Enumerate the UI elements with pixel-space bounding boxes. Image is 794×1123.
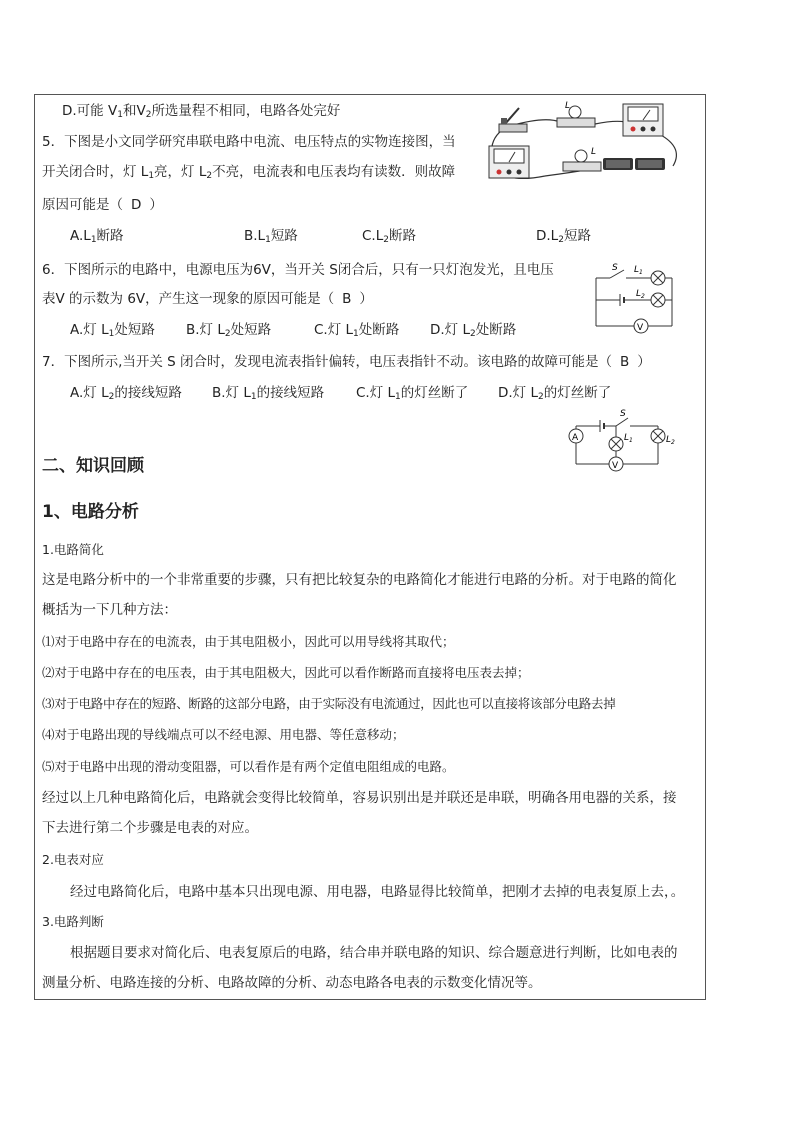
lamp-l1-icon [609, 437, 623, 451]
battery-icon [603, 158, 665, 170]
q5-option-a: $A.L_1$断路 [70, 228, 124, 245]
p1-after2: 下去进行第二个步骤是电表的对应。 [42, 820, 258, 836]
q7-option-a: A.灯 $L_2$的接线短路 [70, 385, 182, 402]
switch-icon [499, 108, 527, 132]
p1-after1: 经过以上几种电路简化后，电路就会变得比较简单，容易识别出是并联还是串联，明确各用电器的关系，接 [42, 790, 677, 806]
voltmeter-icon [634, 319, 648, 333]
battery-icon [620, 294, 624, 306]
q5-answer: D [131, 197, 142, 213]
p3-title: 3.电路判断 [42, 914, 104, 929]
q5-line3: 原因可能是（ D ） [42, 197, 163, 213]
q5-option-b: $B.L_1$短路 [244, 228, 298, 245]
switch-icon [616, 418, 628, 426]
p1-title: 1.电路简化 [42, 542, 104, 557]
q6-option-d: D.灯 $L_2$处断路 [430, 322, 517, 339]
q6-line1: 6．下图所示的电路中，电源电压为6V，当开关 S闭合后，只有一只灯泡发光，且电压 [42, 262, 554, 278]
lamp-l2-icon [651, 429, 665, 443]
q5-line1: 5．下图是小文同学研究串联电路中电流、电压特点的实物连接图，当 [42, 134, 456, 150]
method-2: ⑵对于电路中存在的电压表，由于其电阻极大，因此可以看作断路而直接将电压表去掉； [42, 665, 530, 680]
p2-text: 经过电路简化后，电路中基本只出现电源、用电器，电路显得比较简单，把刚才去掉的电表复原上去，。 [70, 884, 685, 900]
q6-option-b: B.灯 $L_2$处短路 [186, 322, 272, 339]
p1-line2: 概括为一下几种方法： [42, 602, 177, 618]
q6-label-l2: $L_2$ [636, 289, 645, 300]
ammeter-icon [569, 429, 583, 443]
q7-label-l1: $L_1$ [624, 433, 633, 444]
subsection-title: 1、电路分析 [42, 502, 139, 522]
q5-option-c: $C.L_2$断路 [362, 228, 416, 245]
svg-text:A: A [572, 433, 579, 443]
lamp-l2-icon [651, 293, 665, 307]
method-5: ⑸对于电路中出现的滑动变阻器，可以看作是有两个定值电阻组成的电路。 [42, 759, 455, 774]
section-title: 二、知识回顾 [42, 456, 144, 476]
q7-circuit-diagram [562, 408, 690, 478]
q7-option-d: D.灯 $L_2$的灯丝断了 [498, 385, 612, 402]
q5-line2: 开关闭合时，灯 $L_1$亮，灯 $L_2$不亮，电流表和电压表均有读数．则故障 [42, 164, 456, 181]
svg-text:V: V [637, 323, 644, 333]
q6-label-l1: $L_1$ [634, 265, 643, 276]
q5-label-l-bottom: L [591, 147, 597, 157]
q5-option-d: $D.L_2$短路 [536, 228, 591, 245]
voltmeter-icon [609, 457, 623, 471]
q6-circuit-diagram [590, 260, 690, 338]
q5-label-l-top: L [565, 101, 571, 111]
q7-label-l2: $L_2$ [666, 435, 675, 446]
q7-line1: 7．下图所示,当开关 S 闭合时，发现电流表指针偏转，电压表指针不动。该电路的故障可能是（ B ） [42, 354, 651, 370]
q6-answer: B [342, 291, 352, 307]
q6-line2: 表V 的示数为 6V，产生这一现象的原因可能是（ B ） [42, 291, 373, 307]
q6-label-s: S [612, 263, 618, 273]
method-1: ⑴对于电路中存在的电流表，由于其电阻极小，因此可以用导线将其取代； [42, 634, 455, 649]
ammeter-icon [489, 146, 529, 178]
method-4: ⑷对于电路出现的导线端点可以不经电源、用电器、等任意移动； [42, 727, 405, 742]
svg-text:V: V [612, 461, 619, 471]
p2-title: 2.电表对应 [42, 852, 104, 867]
q4-option-d: D.可能 $V_1$和$V_2$所选量程不相同，电路各处完好 [62, 103, 341, 120]
q6-option-a: A.灯 $L_1$处短路 [70, 322, 155, 339]
q7-label-s: S [620, 409, 626, 419]
method-3: ⑶对于电路中存在的短路、断路的这部分电路，由于实际没有电流通过，因此也可以直接将该部分电路去掉 [42, 696, 616, 711]
voltmeter-icon [623, 104, 663, 136]
q7-option-c: C.灯 $L_1$的灯丝断了 [356, 385, 469, 402]
bulb-l1-icon [557, 101, 595, 127]
bulb-l2-icon [563, 147, 601, 171]
p3-line2: 测量分析、电路连接的分析、电路故障的分析、动态电路各电表的示数变化情况等。 [42, 975, 542, 991]
q6-option-c: C.灯 $L_1$处断路 [314, 322, 400, 339]
q7-option-b: B.灯 $L_1$的接线短路 [212, 385, 325, 402]
p3-line1: 根据题目要求对简化后、电表复原后的电路，结合串并联电路的知识、综合题意进行判断，比如电表的 [70, 945, 678, 961]
p1-line1: 这是电路分析中的一个非常重要的步骤，只有把比较复杂的电路简化才能进行电路的分析。对于电路的简化 [42, 572, 677, 588]
q5-circuit-photo [485, 96, 690, 188]
q7-answer: B [620, 354, 630, 370]
lamp-l1-icon [651, 271, 665, 285]
